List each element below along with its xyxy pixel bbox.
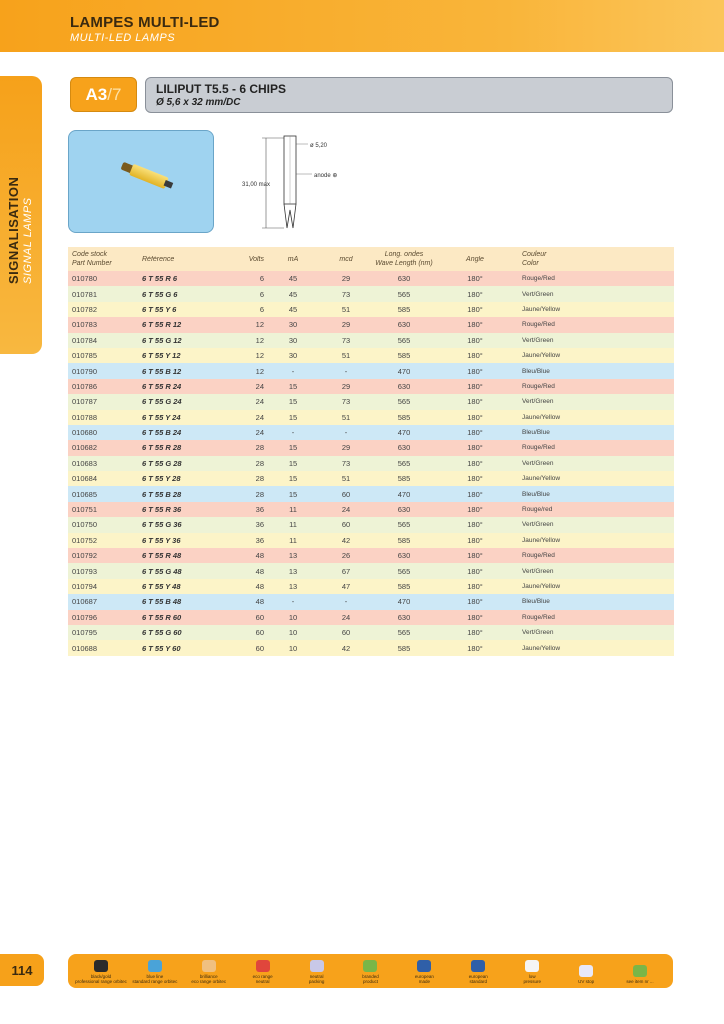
cell-code: 010687 [72, 597, 98, 607]
legend-item [133, 960, 177, 984]
cell-volts: 28 [255, 474, 264, 484]
table-row [68, 486, 674, 501]
cell-mcd: 51 [341, 304, 351, 314]
page-number-tab [0, 954, 44, 986]
cell-code: 010783 [72, 320, 98, 330]
cell-angle: 180° [467, 551, 483, 561]
cell-color: Vert/Green [522, 290, 554, 298]
cell-code: 010683 [72, 458, 98, 468]
cell-color: Vert/Green [522, 521, 554, 529]
legend-item [618, 965, 662, 984]
cell-angle: 180° [467, 304, 483, 314]
diameter-label: ø 5,20 [310, 143, 328, 149]
cell-mcd: 60 [341, 520, 351, 530]
cell-color: Jaune/Yellow [522, 536, 561, 544]
legend-item [75, 960, 127, 984]
header-title: LAMPES MULTI-LED [70, 14, 220, 31]
legend-item [187, 960, 231, 984]
length-label: 31,00 max [242, 182, 271, 188]
cell-volts: 36 [255, 535, 264, 545]
legend-item [241, 960, 285, 984]
cell-wave: 630 [397, 443, 411, 453]
cell-code: 010688 [72, 643, 98, 653]
cell-ma: 13 [288, 566, 298, 576]
table-row [68, 286, 674, 301]
cell-ref: 6 T 55 G 6 [142, 289, 178, 299]
cell-color: Bleu/Blue [522, 490, 550, 498]
legend-bar [68, 954, 673, 988]
cell-ma: 15 [288, 443, 298, 453]
table-row [68, 640, 674, 655]
legend-label-secondary: pressure [523, 979, 541, 984]
cell-ma: 30 [288, 351, 298, 361]
cell-angle: 180° [467, 320, 483, 330]
cell-code: 010786 [72, 381, 98, 391]
table-row [68, 379, 674, 394]
cell-ma: 13 [288, 582, 298, 591]
cell-ref: 6 T 55 Y 48 [142, 582, 181, 591]
table-row [68, 579, 674, 594]
cell-ref: 6 T 55 G 12 [142, 335, 182, 345]
cell-color: Jaune/Yellow [522, 352, 561, 360]
cell-ref: 6 T 55 R 6 [142, 274, 178, 284]
cell-angle: 180° [467, 289, 483, 299]
cell-volts: 60 [255, 643, 264, 653]
cell-ma: 15 [288, 397, 298, 407]
header-subtitle: MULTI-LED LAMPS [70, 32, 176, 44]
european-standard-icon [471, 960, 485, 972]
cell-color: Jaune/Yellow [522, 305, 561, 313]
cell-wave: 585 [397, 582, 411, 591]
legend-label: european [414, 974, 434, 979]
cell-wave: 565 [397, 397, 411, 407]
cell-mcd: 29 [341, 381, 351, 391]
cell-color: Vert/Green [522, 336, 554, 344]
cell-angle: 180° [467, 612, 483, 622]
cell-ref: 6 T 55 Y 60 [142, 643, 181, 653]
section-subtitle: SIGNAL LAMPS [22, 197, 34, 284]
cell-angle: 180° [467, 458, 483, 468]
cell-color: Jaune/Yellow [522, 644, 561, 652]
legend-item [402, 960, 446, 984]
cell-angle: 180° [467, 582, 483, 591]
product-subtitle: Ø 5,6 x 32 mm/DC [156, 97, 241, 108]
cell-mcd: 73 [341, 397, 351, 407]
cell-code: 010795 [72, 628, 98, 638]
table-row [68, 625, 674, 640]
table-row [68, 394, 674, 409]
product-table [68, 247, 674, 656]
cell-color: Jaune/Yellow [522, 583, 561, 590]
section-title: SIGNALISATION [6, 176, 21, 284]
legend-label-secondary: eco range orbitec [191, 979, 227, 984]
cell-volts: 48 [255, 597, 264, 607]
cell-wave: 630 [397, 320, 411, 330]
cell-code: 010793 [72, 566, 98, 576]
legend-label: UV stop [578, 979, 595, 984]
cell-wave: 470 [397, 489, 411, 499]
cell-code: 010787 [72, 397, 98, 407]
cell-ma: - [291, 428, 295, 438]
cell-ref: 6 T 55 G 60 [142, 628, 182, 638]
cell-ref: 6 T 55 G 36 [142, 520, 182, 530]
legend-label-secondary: packing [308, 979, 325, 984]
cell-volts: 24 [255, 397, 264, 407]
cell-ma: 15 [288, 474, 298, 484]
cell-mcd: 24 [341, 612, 351, 622]
cell-code: 010781 [72, 289, 98, 299]
cell-mcd: 29 [341, 274, 351, 284]
cell-mcd: 51 [341, 474, 351, 484]
cell-mcd: 60 [341, 628, 351, 638]
cell-ref: 6 T 55 G 28 [142, 458, 182, 468]
header-reference: Référence [142, 255, 175, 263]
cell-ref: 6 T 55 R 24 [142, 381, 182, 391]
cell-mcd: 67 [341, 566, 351, 576]
page-number: 114 [11, 962, 33, 978]
cell-mcd: 24 [341, 505, 351, 515]
product-title: LILIPUT T5.5 - 6 CHIPS [156, 82, 287, 96]
branded-product-icon [363, 960, 377, 972]
header-mcd: mcd [339, 255, 353, 263]
cell-ma: 15 [288, 489, 298, 499]
legend-label: eco range [252, 974, 273, 979]
cell-mcd: 73 [341, 289, 351, 299]
cell-color: Vert/Green [522, 567, 554, 575]
table-body [68, 271, 674, 656]
cell-wave: 565 [397, 520, 411, 530]
cell-ma: 45 [288, 304, 298, 314]
cell-volts: 28 [255, 443, 264, 453]
legend-label-secondary: professional range orbitec [75, 979, 127, 984]
table-row [68, 302, 674, 317]
cell-volts: 28 [255, 489, 264, 499]
legend-label: black/gold [90, 974, 112, 979]
table-row [68, 410, 674, 425]
cell-wave: 630 [397, 381, 411, 391]
legend-label-secondary: standard range orbitec [132, 979, 178, 984]
cell-angle: 180° [467, 412, 483, 422]
black-gold-icon [94, 960, 108, 972]
cell-ma: 10 [288, 612, 298, 622]
product-photo [68, 130, 214, 233]
legend-label-secondary: neutral [255, 979, 270, 984]
cell-angle: 180° [467, 274, 483, 284]
table-row [68, 548, 674, 563]
brilliance-icon [202, 960, 216, 972]
cell-volts: 48 [255, 582, 264, 591]
table-row [68, 425, 674, 440]
cell-color: Rouge/Red [522, 275, 555, 283]
header-code: Code stock Part Number [72, 251, 112, 267]
cell-angle: 180° [467, 535, 483, 545]
cell-wave: 470 [397, 597, 411, 607]
cell-code: 010788 [72, 412, 98, 422]
cell-ref: 6 T 55 R 28 [142, 443, 182, 453]
cell-mcd: - [344, 428, 348, 438]
cell-mcd: 26 [341, 551, 351, 561]
cell-wave: 630 [397, 274, 411, 284]
cell-wave: 470 [397, 428, 411, 438]
table-row [68, 333, 674, 348]
cell-angle: 180° [467, 428, 483, 438]
cell-mcd: 73 [341, 458, 351, 468]
cell-angle: 180° [467, 566, 483, 576]
legend-label: blue line [146, 974, 164, 979]
cell-code: 010680 [72, 428, 98, 438]
cell-code: 010794 [72, 582, 98, 591]
cell-ma: 11 [289, 535, 297, 545]
cell-mcd: 51 [341, 412, 351, 422]
cell-wave: 470 [397, 366, 411, 376]
cell-volts: 24 [255, 412, 264, 422]
legend-label: branded [362, 974, 379, 979]
blue-line-icon [148, 960, 162, 972]
cell-color: Bleu/Blue [522, 598, 550, 606]
table-row [68, 348, 674, 363]
cell-volts: 36 [255, 505, 264, 515]
cell-color: Vert/Green [522, 629, 554, 637]
cell-volts: 12 [255, 366, 264, 376]
cell-volts: 48 [255, 551, 264, 561]
cell-angle: 180° [467, 489, 483, 499]
cell-mcd: 47 [341, 582, 351, 591]
cell-code: 010785 [72, 351, 98, 361]
cell-mcd: 60 [341, 489, 351, 499]
table-row [68, 456, 674, 471]
cell-ref: 6 T 55 R 12 [142, 320, 182, 330]
header-angle: Angle [466, 255, 484, 263]
cell-angle: 180° [467, 443, 483, 453]
cell-ref: 6 T 55 B 24 [142, 428, 182, 438]
table-row [68, 363, 674, 378]
cell-wave: 565 [397, 566, 411, 576]
technical-drawing [240, 130, 370, 240]
cell-ref: 6 T 55 Y 28 [142, 474, 181, 484]
cell-ma: 45 [288, 289, 298, 299]
legend-label-secondary: product [362, 979, 378, 984]
anode-label: anode ⊕ [314, 173, 338, 179]
cell-wave: 565 [397, 335, 411, 345]
cell-ref: 6 T 55 R 60 [142, 612, 182, 622]
table-row [68, 471, 674, 486]
cell-mcd: - [344, 597, 348, 607]
cell-angle: 180° [467, 381, 483, 391]
cell-ma: 15 [288, 412, 298, 422]
cell-ref: 6 T 55 Y 36 [142, 535, 181, 545]
cell-volts: 60 [255, 612, 264, 622]
cell-ma: 11 [289, 505, 297, 515]
product-code: A3 [85, 84, 108, 104]
cell-angle: 180° [467, 351, 483, 361]
cell-ma: - [291, 366, 295, 376]
cell-volts: 12 [255, 320, 264, 330]
table-row [68, 502, 674, 517]
cell-code: 010782 [72, 304, 98, 314]
cell-wave: 565 [397, 458, 411, 468]
table-row [68, 440, 674, 455]
cell-angle: 180° [467, 366, 483, 376]
product-code-badge [70, 77, 137, 112]
legend-item [564, 965, 608, 984]
cell-wave: 630 [397, 551, 411, 561]
cell-color: Rouge/red [522, 506, 553, 514]
cell-ma: 30 [288, 335, 298, 345]
header-volts: Volts [248, 255, 264, 263]
cell-color: Rouge/Red [522, 552, 555, 560]
cell-wave: 565 [397, 289, 411, 299]
cell-code: 010752 [72, 535, 98, 545]
product-code-suffix: /7 [107, 84, 122, 104]
table-row [68, 271, 674, 286]
cell-color: Vert/Green [522, 398, 554, 406]
cell-ma: 15 [288, 458, 298, 468]
cell-code: 010684 [72, 474, 98, 484]
cell-code: 010685 [72, 489, 98, 499]
cell-color: Jaune/Yellow [522, 413, 561, 421]
cell-code: 010682 [72, 443, 98, 453]
cell-angle: 180° [467, 474, 483, 484]
cell-wave: 630 [397, 612, 411, 622]
cell-volts: 6 [259, 289, 264, 299]
cell-volts: 12 [255, 351, 264, 361]
legend-label: low [528, 974, 536, 979]
cell-wave: 565 [397, 628, 411, 638]
cell-ref: 6 T 55 R 36 [142, 505, 182, 515]
table-header [68, 247, 674, 271]
cell-color: Rouge/Red [522, 444, 555, 452]
table-row [68, 594, 674, 609]
cell-wave: 585 [397, 412, 411, 422]
low-pressure-icon [525, 960, 539, 972]
cell-color: Jaune/Yellow [522, 475, 561, 483]
table-row [68, 517, 674, 532]
cell-code: 010796 [72, 612, 98, 622]
cell-code: 010780 [72, 274, 98, 284]
cell-ma: 15 [288, 381, 298, 391]
header-color: Couleur Color [522, 251, 547, 267]
cell-mcd: 29 [341, 320, 351, 330]
legend-item [510, 960, 554, 984]
table-row [68, 610, 674, 625]
cell-ref: 6 T 55 B 12 [142, 366, 182, 376]
legend-label: european [468, 974, 488, 979]
cell-volts: 48 [255, 566, 264, 576]
product-title-bar [145, 77, 673, 113]
legend-label-secondary: standard [469, 979, 488, 984]
cell-angle: 180° [467, 397, 483, 407]
cell-code: 010784 [72, 335, 98, 345]
cell-volts: 6 [259, 274, 264, 284]
cell-angle: 180° [467, 597, 483, 607]
cell-volts: 24 [255, 428, 264, 438]
legend-item [295, 960, 339, 984]
cell-wave: 585 [397, 535, 411, 545]
cell-mcd: 51 [341, 351, 351, 361]
cell-ma: 10 [288, 628, 298, 638]
legend-label-secondary: made [418, 979, 431, 984]
legend-item [348, 960, 392, 984]
cell-color: Rouge/Red [522, 382, 555, 390]
table-row [68, 317, 674, 332]
neutral-packing-icon [310, 960, 324, 972]
cell-ma: - [291, 597, 295, 607]
cell-mcd: 42 [341, 643, 351, 653]
uv-stop-icon [579, 965, 593, 977]
cell-code: 010792 [72, 551, 98, 561]
cell-ref: 6 T 55 R 48 [142, 551, 182, 561]
cell-mcd: 73 [341, 335, 351, 345]
cell-volts: 28 [255, 458, 264, 468]
cell-mcd: 29 [341, 443, 351, 453]
cell-ref: 6 T 55 Y 24 [142, 412, 181, 422]
table-row [68, 533, 674, 548]
cell-volts: 24 [255, 381, 264, 391]
cell-volts: 6 [259, 304, 264, 314]
cell-wave: 585 [397, 643, 411, 653]
cell-ma: 11 [289, 520, 297, 530]
cell-volts: 60 [255, 628, 264, 638]
cell-wave: 585 [397, 474, 411, 484]
cell-mcd: 42 [341, 535, 351, 545]
cell-angle: 180° [467, 520, 483, 530]
cell-ref: 6 T 55 B 48 [142, 597, 182, 607]
header-ma: mA [287, 255, 299, 263]
cell-ma: 30 [288, 320, 298, 330]
cell-color: Rouge/Red [522, 613, 555, 621]
cell-ma: 10 [288, 643, 298, 653]
cell-ref: 6 T 55 B 28 [142, 489, 182, 499]
legend-label: neutral [309, 974, 324, 979]
legend-item [456, 960, 500, 984]
cell-ref: 6 T 55 Y 6 [142, 304, 177, 314]
cell-wave: 585 [397, 304, 411, 314]
cell-wave: 585 [397, 351, 411, 361]
section-side-text [6, 177, 34, 284]
table-row [68, 563, 674, 578]
cell-angle: 180° [467, 505, 483, 515]
cell-color: Bleu/Blue [522, 367, 550, 375]
legend-label: brilliance [199, 974, 218, 979]
cell-color: Vert/Green [522, 459, 554, 467]
cell-code: 010750 [72, 520, 98, 530]
cell-ma: 45 [288, 274, 298, 284]
cell-code: 010790 [72, 366, 98, 376]
cell-ma: 13 [288, 551, 298, 561]
european-made-icon [417, 960, 431, 972]
cell-color: Bleu/Blue [522, 429, 550, 437]
cell-code: 010751 [72, 505, 98, 515]
legend-label: see item nr ... [626, 979, 654, 984]
cell-ref: 6 T 55 G 24 [142, 397, 182, 407]
cell-volts: 36 [255, 520, 264, 530]
page-header [0, 0, 724, 52]
cell-mcd: - [344, 366, 348, 376]
header-wave: Long. ondes Wave Length (nm) [375, 251, 433, 267]
cell-ref: 6 T 55 Y 12 [142, 351, 181, 361]
cell-angle: 180° [467, 628, 483, 638]
see-item-icon [633, 965, 647, 977]
cell-ref: 6 T 55 G 48 [142, 566, 182, 576]
eco-range-icon [256, 960, 270, 972]
cell-volts: 12 [255, 335, 264, 345]
cell-angle: 180° [467, 643, 483, 653]
cell-wave: 630 [397, 505, 411, 515]
cell-color: Rouge/Red [522, 321, 555, 329]
cell-angle: 180° [467, 335, 483, 345]
